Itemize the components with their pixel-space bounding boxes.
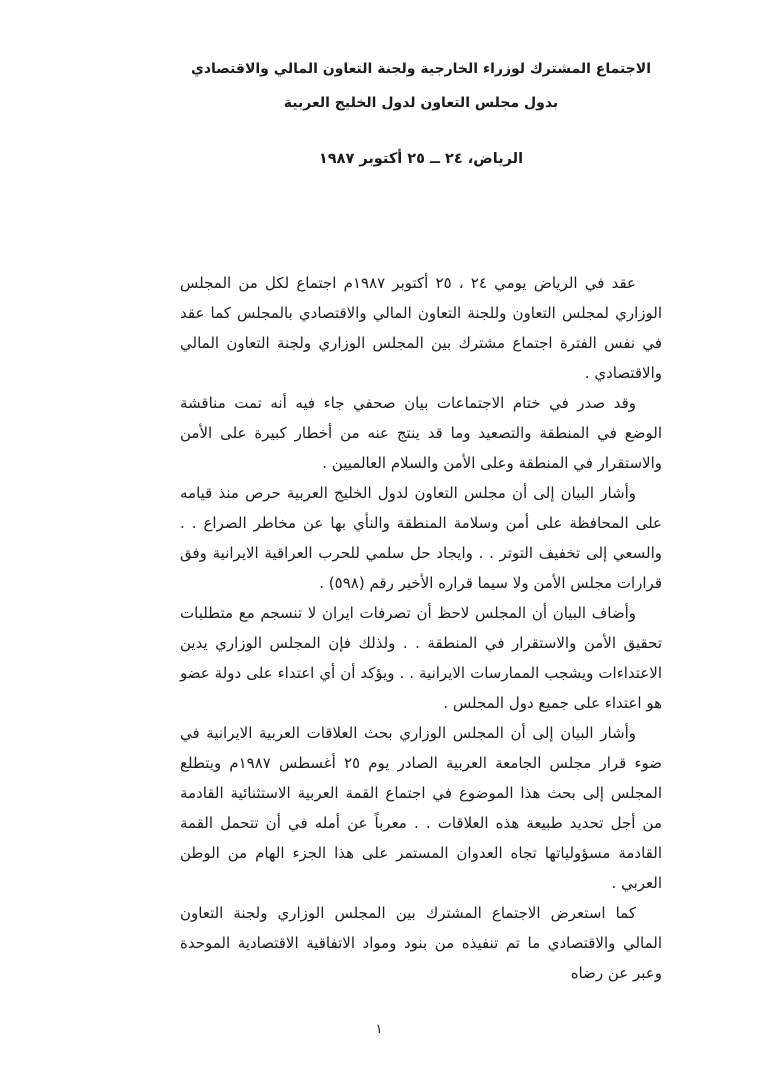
page-number: ١ <box>375 1022 383 1037</box>
document-body <box>180 268 662 988</box>
paragraph-press-statement: وقد صدر في ختام الاجتماعات بيان صحفي جاء فيه أنه تمت مناقشة الوضع في المنطقة والتصعيد وما قد ينتج عنه من أخطار كبيرة على الأمن والاستقرار في المنطقة وعلى الأمن والسلام العالميين . <box>180 394 662 472</box>
document-title-line2: بدول مجلس التعاون لدول الخليج العربية <box>283 95 559 111</box>
document-header <box>180 58 662 170</box>
paragraph-iran-conduct: وأضاف البيان أن المجلس لاحظ أن تصرفات ايران لا تنسجم مع متطلبات تحقيق الأمن والاستقرار في المنطقة . . ولذلك فإن المجلس الوزاري يدين الاعتداءات ويشجب الممارسات الايرانية . . ويؤكد أن أي اعتداء على دولة عضو هو اعتداء على جميع دول المجلس . <box>180 604 662 712</box>
paragraph-meeting-held: عقد في الرياض يومي ٢٤ ، ٢٥ أكتوبر ١٩٨٧م اجتماع لكل من المجلس الوزاري لمجلس التعاون وللجنة التعاون المالي والاقتصادي بالمجلس كما عقد في نفس الفترة اجتماع مشترك بين المجلس الوزاري ولجنة التعاون المالي والاقتصادي . <box>180 274 662 382</box>
paragraph-gcc-concern: وأشار البيان إلى أن مجلس التعاون لدول الخليج العربية حرص منذ قيامه على المحافظة على أمن وسلامة المنطقة والنأي بها عن مخاطر الصراع . . والسعي إلى تخفيف التوتر . . وايجاد حل سلمي للحرب العراقية الايرانية وفق قرارات مجلس الأمن ولا سيما قراره الأخير رقم (٥٩٨) . <box>180 484 662 592</box>
paragraph-joint-economic-review: كما استعرض الاجتماع المشترك بين المجلس الوزاري ولجنة التعاون المالي والاقتصادي ما تم تنفيذه من بنود ومواد الاتفاقية الاقتصادية الموحدة وعبر عن رضاه <box>180 904 662 982</box>
document-title-line1: الاجتماع المشترك لوزراء الخارجية ولجنة التعاون المالي والاقتصادي <box>191 61 651 77</box>
document-date: الرياض، ٢٤ ــ ٢٥ أكتوبر ١٩٨٧ <box>318 151 524 167</box>
paragraph-arab-iranian-relations: وأشار البيان إلى أن المجلس الوزاري بحث العلاقات العربية الايرانية في ضوء قرار مجلس الجامعة العربية الصادر يوم ٢٥ أغسطس ١٩٨٧م ويتطلع المجلس إلى بحث هذا الموضوع في اجتماع القمة العربية الاستثنائية القادمة من أجل تحديد طبيعة هذه العلاقات . . معرباً عن أمله في أن تتحمل القمة القادمة مسؤولياتها تجاه العدوان المستمر على هذا الجزء الهام من الوطن العربي . <box>180 724 663 892</box>
page-footer <box>0 1018 758 1037</box>
